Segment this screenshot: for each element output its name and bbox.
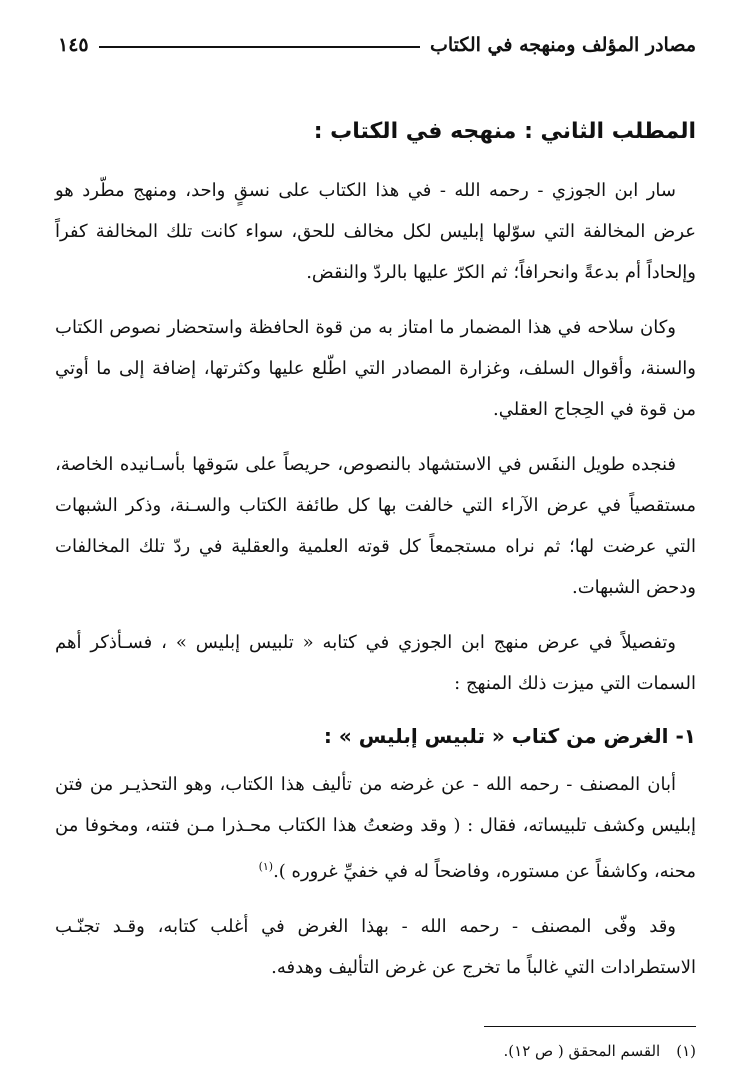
page-number: ١٤٥ (58, 34, 89, 56)
paragraph-fulfillment: وقد وفّى المصنف - رحمه الله - بهذا الغرض في أغلب كتابه، وقـد تجنّـب الاستطرادات التي غالباً ما تخرج عن غرض التأليف وهدفه. (55, 916, 696, 978)
running-title: مصادر المؤلف ومنهجه في الكتاب (429, 34, 696, 56)
footnote-divider (484, 1026, 696, 1027)
page-body (55, 112, 696, 1002)
paragraph-purpose-text: أبان المصنف - رحمه الله - عن غرضه من تأليف هذا الكتاب، وهو التحذيـر من فتن إبليس وكشف تلبيساته، فقال : ( وقد وضعتُ هذا الكتاب محـذرا مـن فتنه، ومخوفا من محنه، وكاشفاً عن مستوره، وفاضحاً له في خفيِّ غروره ). (55, 774, 696, 882)
paragraph-purpose (55, 764, 696, 892)
running-header (58, 28, 696, 62)
paragraph-tools: وكان سلاحه في هذا المضمار ما امتاز به من قوة الحافظة واستحضار نصوص الكتاب والسنة، وأقوال السلف، وغزارة المصادر التي اطّلع عليها وكثرتها، إضافة إلى ما أوتي من قوة في الحِجاج العقلي. (55, 317, 696, 420)
footnote-text: القسم المحقق ( ص ١٢). (503, 1042, 661, 1060)
paragraph-outline: وتفصيلاً في عرض منهج ابن الجوزي في كتابه « تلبيس إبليس » ، فسـأذكر أهم السمات التي ميزت ذلك المنهج : (55, 632, 696, 694)
paragraph-method: فنجده طويل النفَس في الاستشهاد بالنصوص، حريصاً على سَوقها بأسـانيده الخاصة، مستقصياً في عرض الآراء التي خالفت بها كل طائفة الكتاب والسـنة، وذكر الشبهات التي عرضت لها؛ ثم نراه مستجمعاً كل قوته العلمية والعقلية في ردّ تلك المخالفات ودحض الشبهات. (55, 454, 696, 598)
subheading-purpose: ١- الغرض من كتاب « تلبيس إبليس » : (323, 724, 696, 748)
header-rule (99, 46, 420, 48)
footnote-reference[interactable]: (١) (258, 860, 274, 873)
footnote (504, 1040, 696, 1062)
footnote-number: (١) (676, 1042, 696, 1060)
section-heading: المطلب الثاني : منهجه في الكتاب : (313, 119, 696, 144)
paragraph-intro: سار ابن الجوزي - رحمه الله - في هذا الكتاب على نسقٍ واحد، ومنهج مطّرد هو عرض المخالفة التي سوّلها إبليس لكل مخالف للحق، سواء كانت تلك المخالفة كفراً وإلحاداً أم بدعةً وانحرافاً؛ ثم الكرّ عليها بالردّ والنقض. (55, 180, 696, 283)
